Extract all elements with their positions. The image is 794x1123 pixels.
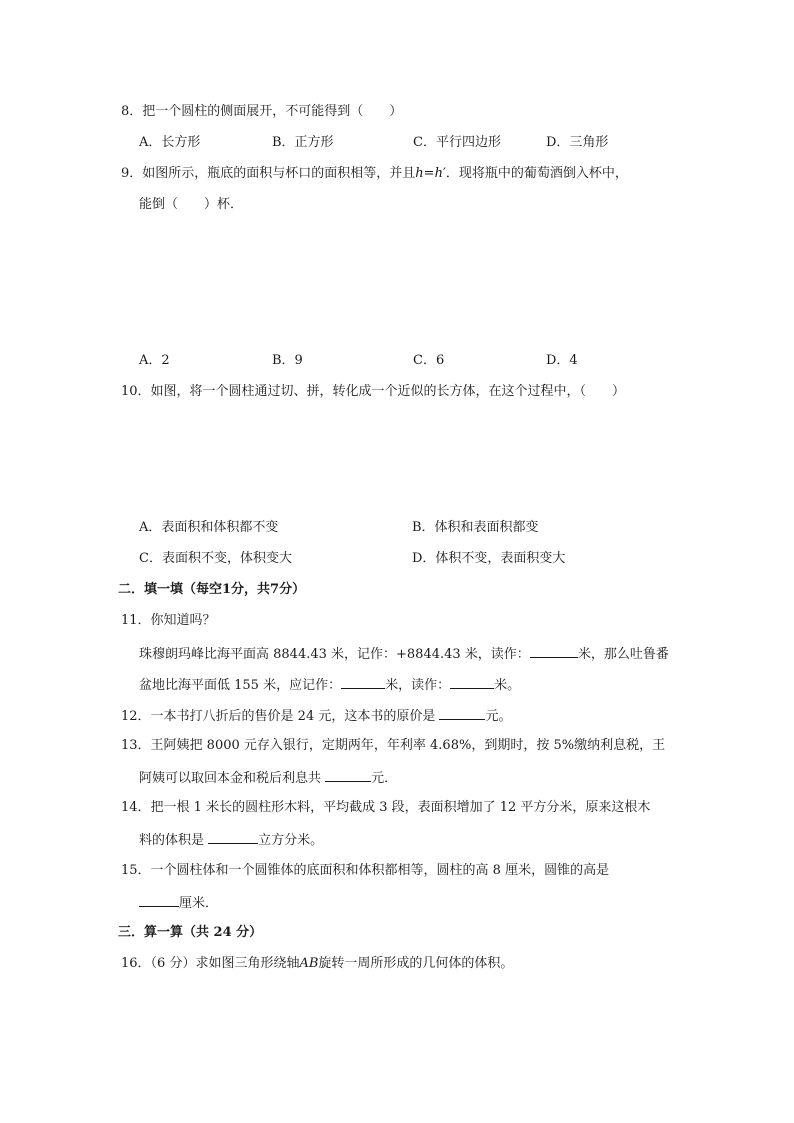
q13-blank[interactable] [325, 768, 371, 782]
q9-option-b: B．9 [272, 353, 303, 368]
q9-equals: = [423, 166, 435, 181]
q14-line2 [139, 830, 323, 850]
q10-option-a: A．表面积和体积都不变 [139, 520, 279, 535]
q10-stem: 10．如图，将一个圆柱通过切、拼，转化成一个近似的长方体，在这个过程中，（ ） [121, 384, 626, 399]
q13-line2 [139, 768, 397, 788]
section-2-title: 二．填一填（每空1分，共7分） [118, 582, 306, 597]
q11-line2-text-a: 盆地比海平面低 155 米，应记作： [139, 678, 342, 693]
q13-line2-text-b: 元． [371, 771, 398, 786]
q12-text-a: 12．一本书打八折后的售价是 24 元，这本书的原价是 [121, 709, 440, 724]
q16-text-b: 旋转一周所形成的几何体的体积。 [318, 956, 514, 971]
q12-text-b: 元。 [485, 709, 512, 724]
q8-option-d: D．三角形 [546, 135, 609, 150]
q8-option-c: C．平行四边形 [413, 135, 501, 150]
q14-line2-text-b: 立方分米。 [258, 833, 324, 848]
q9-prime: ′ [442, 166, 446, 181]
q9-stem-text-a: 9．如图所示，瓶底的面积与杯口的面积相等，并且 [121, 166, 416, 181]
q10-option-d: D．体积不变，表面积变大 [412, 551, 566, 566]
q8-stem: 8．把一个圆柱的侧面展开，不可能得到（ ） [121, 104, 403, 119]
q15-line2 [139, 893, 218, 913]
q14-blank[interactable] [208, 830, 258, 844]
q8-option-a: A．长方形 [139, 135, 201, 150]
q11-line1-text-a: 珠穆朗玛峰比海平面高 8844.43 米，记作：+8844.43 米，读作： [139, 647, 530, 662]
q12 [121, 706, 512, 726]
q9-h-prime-symbol: h [434, 166, 443, 181]
q9-stem-text-b: ．现将瓶中的葡萄酒倒入杯中， [445, 166, 628, 181]
q9-option-d: D．4 [546, 353, 578, 368]
q9-stem [121, 165, 628, 183]
section-3-title: 三．算一算（共 24 分） [118, 925, 263, 940]
q14-line1: 14．把一根 1 米长的圆柱形木料，平均截成 3 段，表面积增加了 12 平方分米，原来这根木 [121, 800, 651, 815]
q15-line1: 15．一个圆柱体和一个圆锥体的底面积和体积都相等，圆柱的高 8 厘米，圆锥的高是 [121, 863, 610, 878]
q11-line1 [139, 644, 669, 664]
q9-h-symbol: h [415, 166, 424, 181]
q12-blank[interactable] [439, 706, 485, 720]
q11-stem: 11．你知道吗？ [121, 613, 216, 628]
q16-axis-ab: AB [299, 956, 319, 971]
q9-stem-line2: 能倒（ ）杯． [139, 197, 244, 212]
q11-blank-3[interactable] [450, 675, 494, 689]
q14-line2-text-a: 料的体积是 [139, 833, 209, 848]
q16-text-a: 16．（6 分）求如图三角形绕轴 [121, 956, 300, 971]
q8-option-b: B．正方形 [272, 135, 334, 150]
q9-option-a: A．2 [139, 353, 170, 368]
q13-line1: 13．王阿姨把 8000 元存入银行，定期两年，年利率 4.68%，到期时，按 5%缴纳利息税，王 [121, 738, 666, 753]
q10-option-b: B．体积和表面积都变 [412, 520, 539, 535]
q15-blank[interactable] [139, 893, 179, 907]
q11-line2-text-b: 米，读作： [385, 678, 451, 693]
q10-option-c: C．表面积不变，体积变大 [139, 551, 292, 566]
q15-line2-text-b: 厘米． [179, 896, 219, 911]
q11-blank-1[interactable] [530, 644, 578, 658]
q11-line2-text-c: 米。 [494, 678, 521, 693]
q11-line2 [139, 675, 520, 695]
q13-line2-text-a: 阿姨可以取回本金和税后利息共 [139, 771, 326, 786]
q9-option-c: C．6 [413, 353, 445, 368]
q11-blank-2[interactable] [341, 675, 385, 689]
q11-line1-text-b: 米，那么吐鲁番 [577, 647, 669, 662]
q16 [121, 955, 513, 973]
